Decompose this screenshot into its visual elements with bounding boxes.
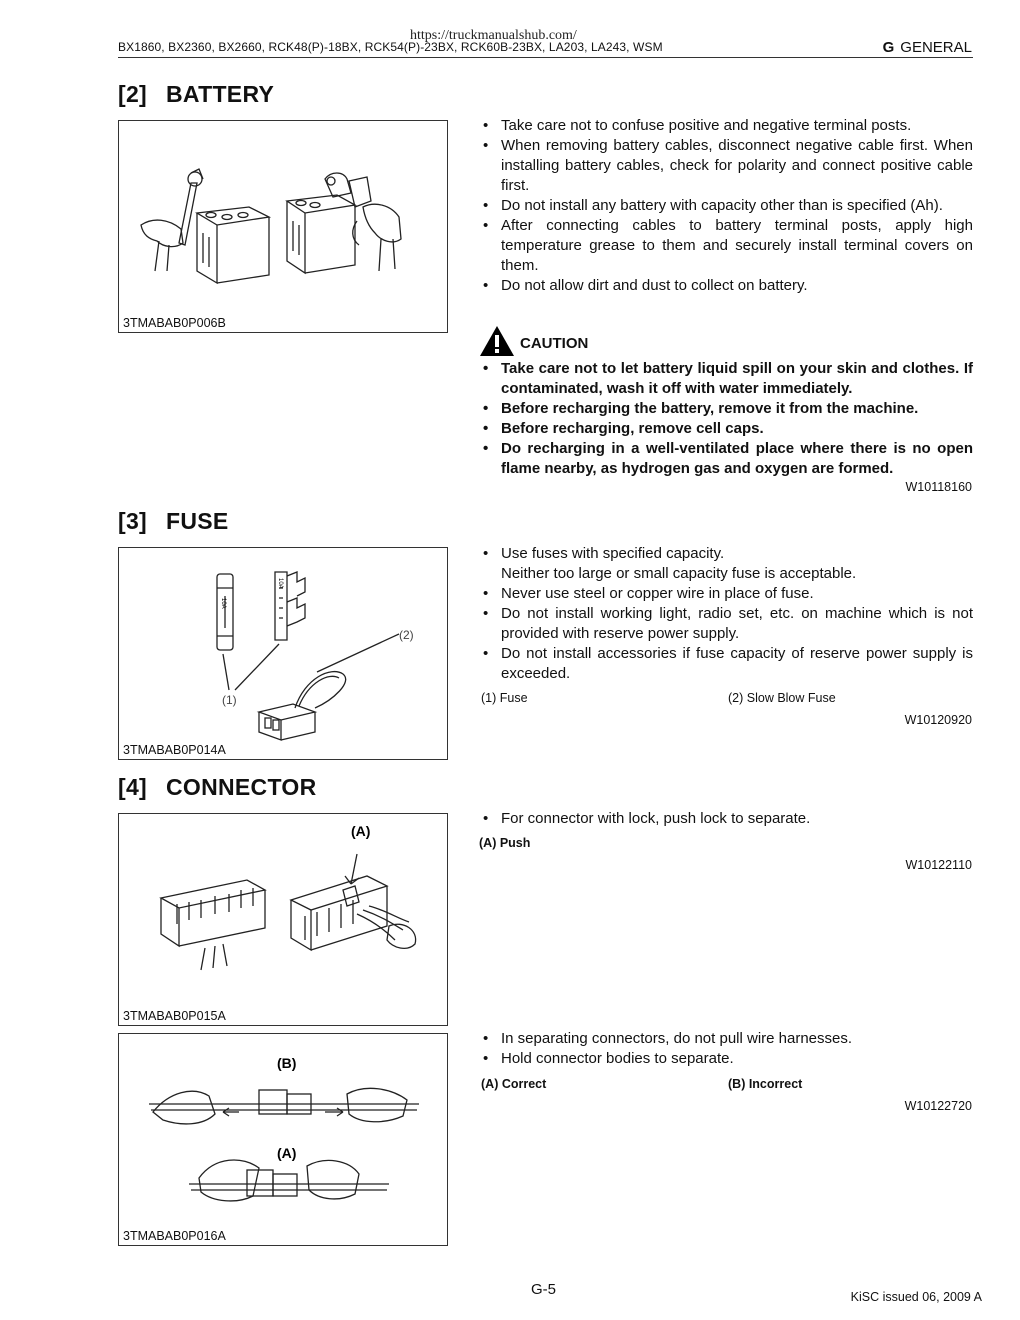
fuse-legend-1: (1) Fuse [481, 691, 528, 705]
fuse-legend-2: (2) Slow Blow Fuse [728, 691, 836, 705]
header-rule [118, 57, 973, 58]
battery-number: [2] [118, 81, 148, 107]
connector-legend-incorrect: (B) Incorrect [728, 1077, 803, 1091]
list-item: • Take care not to let battery liquid spill on your skin and clothes. If contaminated, wash it off with water immediately. [481, 359, 973, 399]
callout-2: (2) [399, 628, 414, 642]
fuse-illustration [119, 548, 449, 761]
connector-figure-1 [118, 813, 448, 1026]
connector-separate-illustration [119, 1034, 449, 1247]
list-item: • Use fuses with specified capacity. Neither too large or small capacity fuse is acceptable. [481, 544, 973, 584]
connector-bullets-1 [481, 809, 973, 829]
battery-doc-code: W10118160 [905, 480, 972, 494]
fuse-number: [3] [118, 508, 148, 534]
callout-b: (B) [277, 1055, 297, 1071]
connector-heading [118, 774, 317, 801]
list-item: • Do not install any battery with capacity other than is specified (Ah). [481, 196, 973, 216]
list-item: • In separating connectors, do not pull wire harnesses. [481, 1029, 973, 1049]
fuse-heading [118, 508, 229, 535]
caution-block [479, 325, 589, 357]
list-item: • Before recharging, remove cell caps. [481, 419, 973, 439]
list-item: • When removing battery cables, disconnect negative cable first. When installing battery cables, check for polarity and connect positive cable first. [481, 136, 973, 196]
list-item: • Do not install accessories if fuse capacity of reserve power supply is exceeded. [481, 644, 973, 684]
callout-1: (1) [222, 693, 237, 707]
caution-label: CAUTION [520, 335, 589, 352]
connector-legend-push: (A) Push [479, 836, 531, 850]
caution-bullets [481, 359, 973, 479]
fuse-figure-code: 3TMABAB0P014A [123, 743, 226, 757]
list-item: • Never use steel or copper wire in place of fuse. [481, 584, 973, 604]
battery-title: BATTERY [166, 81, 275, 107]
connector-number: [4] [118, 774, 148, 800]
battery-bullets [481, 116, 973, 296]
connector-lock-illustration [119, 814, 449, 1027]
fuse-mark-1: 10A [220, 598, 226, 609]
connector-figure-1-code: 3TMABAB0P015A [123, 1009, 226, 1023]
watermark-url: https://truckmanualshub.com/ [410, 28, 577, 43]
fuse-title: FUSE [166, 508, 229, 534]
fuse-mark-2: 10A [277, 578, 283, 589]
page-number: G-5 [531, 1281, 557, 1298]
list-item: • For connector with lock, push lock to separate. [481, 809, 973, 829]
fuse-figure [118, 547, 448, 760]
connector-doc-code-1: W10122110 [905, 858, 972, 872]
list-item: • Before recharging the battery, remove it from the machine. [481, 399, 973, 419]
header-section [883, 39, 972, 56]
fuse-doc-code: W10120920 [904, 713, 972, 727]
connector-doc-code-2: W10122720 [904, 1099, 972, 1113]
fuse-bullets [481, 544, 973, 684]
list-item: • Hold connector bodies to separate. [481, 1049, 973, 1069]
warning-triangle-icon [479, 325, 515, 357]
issued-date: KiSC issued 06, 2009 A [850, 1290, 982, 1304]
list-item: • Do not install working light, radio set, etc. on machine which is not provided with reserve power supply. [481, 604, 973, 644]
battery-figure [118, 120, 448, 333]
list-item: • After connecting cables to battery terminal posts, apply high temperature grease to them and securely install terminal covers on them. [481, 216, 973, 276]
section-name: GENERAL [900, 39, 972, 56]
callout-a-correct: (A) [277, 1145, 297, 1161]
connector-legend-correct: (A) Correct [481, 1077, 547, 1091]
connector-figure-2 [118, 1033, 448, 1246]
connector-title: CONNECTOR [166, 774, 317, 800]
battery-heading [118, 81, 274, 108]
connector-bullets-2 [481, 1029, 973, 1069]
battery-figure-code: 3TMABAB0P006B [123, 316, 226, 330]
header-models: BX1860, BX2360, BX2660, RCK48(P)-18BX, RCK54(P)-23BX, RCK60B-23BX, LA203, LA243, WSM [118, 40, 663, 54]
list-item: • Do recharging in a well-ventilated place where there is no open flame nearby, as hydrogen gas and oxygen are formed. [481, 439, 973, 479]
connector-figure-2-code: 3TMABAB0P016A [123, 1229, 226, 1243]
callout-a: (A) [351, 823, 371, 839]
list-item: • Do not allow dirt and dust to collect on battery. [481, 276, 973, 296]
list-item: • Take care not to confuse positive and negative terminal posts. [481, 116, 973, 136]
section-letter: G [882, 39, 895, 56]
battery-illustration [119, 121, 449, 334]
